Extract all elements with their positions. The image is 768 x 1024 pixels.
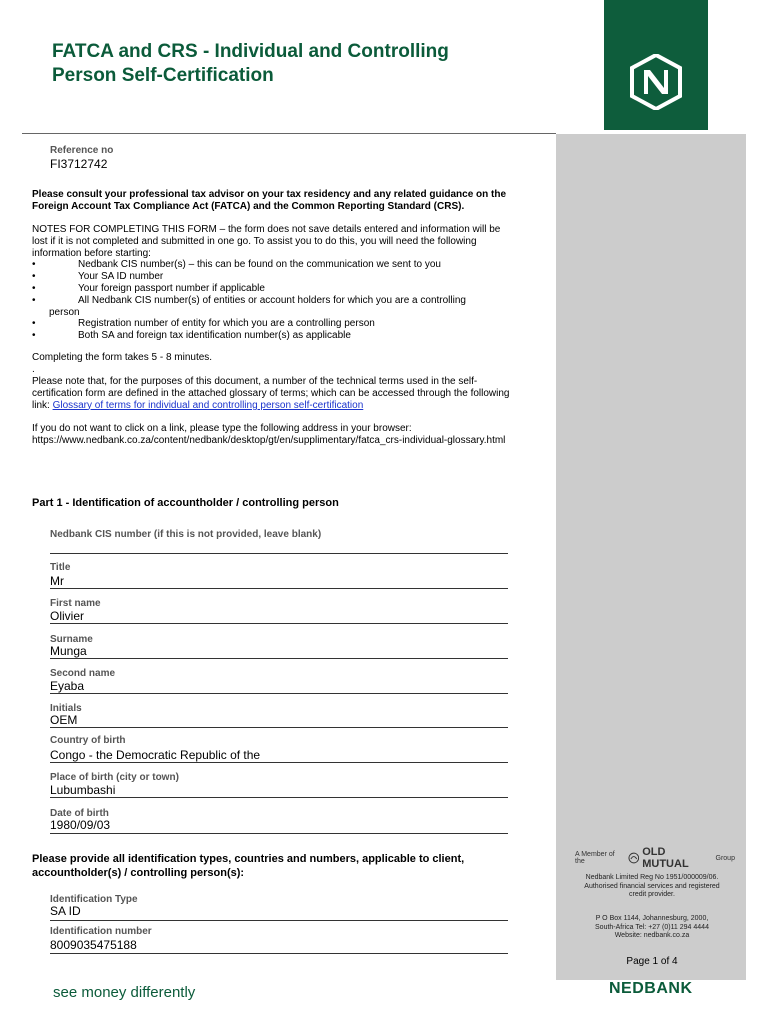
nedbank-n-logo-icon (628, 54, 684, 110)
initials-label: Initials (50, 703, 82, 714)
address-instruction: If you do not want to click on a link, please type the following address in your browser: (32, 423, 412, 434)
requirements-list (32, 259, 512, 342)
first-name-field[interactable]: Olivier (50, 609, 85, 623)
surname-field[interactable]: Munga (50, 644, 87, 658)
member-prefix: A Member of the (575, 851, 615, 865)
list-item: • Your SA ID number (32, 271, 164, 283)
glossary-url: https://www.nedbank.co.za/content/nedbank/desktop/gt/en/supplimentary/fatca_crs-individual-glossary.html (32, 434, 506, 446)
country-of-birth-label: Country of birth (50, 735, 126, 746)
place-of-birth-label: Place of birth (city or town) (50, 772, 179, 783)
glossary-paragraph: Please note that, for the purposes of this document, a number of the technical terms used in the self-certification form are defined in the attached glossary of terms; which can be accessed through the following link: Glossary of terms for individual and controlling person self-certification (32, 376, 510, 411)
list-item: • Both SA and foreign tax identification number(s) as applicable (32, 330, 351, 342)
old-mutual-badge (575, 846, 735, 870)
second-name-underline (50, 693, 508, 694)
date-of-birth-label: Date of birth (50, 808, 109, 819)
list-item: • Your foreign passport number if applicable (32, 282, 265, 294)
place-of-birth-field[interactable]: Lubumbashi (50, 783, 116, 797)
cis-underline (50, 553, 508, 554)
country-of-birth-underline (50, 762, 508, 763)
cis-label: Nedbank CIS number (if this is not provided, leave blank) (50, 529, 322, 540)
title-underline (50, 588, 508, 589)
old-mutual-logo-icon (628, 852, 640, 864)
list-item: • Nedbank CIS number(s) – this can be found on the communication we sent to you (32, 259, 441, 271)
duration-paragraph: Completing the form takes 5 - 8 minutes. (32, 352, 213, 363)
logo-panel (604, 0, 708, 130)
member-suffix: Group (715, 854, 735, 862)
address-info: P O Box 1144, Johannesburg, 2000, South-Africa Tel: +27 (0)11 294 4444 Website: nedbank.co.za (595, 915, 709, 939)
registration-info: Nedbank Limited Reg No 1951/000009/06. Authorised financial services and registered credit provider. (584, 874, 720, 898)
identification-number-field[interactable]: 8009035475188 (50, 938, 137, 952)
first-name-underline (50, 623, 508, 624)
place-of-birth-underline (50, 797, 508, 798)
page-number: Page 1 of 4 (626, 956, 678, 967)
title-line-1: FATCA and CRS - Individual and Controlling (52, 41, 449, 62)
identification-number-label: Identification number (50, 926, 152, 937)
header-divider (22, 133, 556, 134)
address-paragraph (32, 423, 512, 447)
first-name-label: First name (50, 598, 101, 609)
reference-label: Reference no (50, 145, 114, 156)
footer-slogan: see money differently (53, 984, 196, 1001)
title-line-2: Person Self-Certification (52, 65, 274, 86)
identification-type-field[interactable]: SA ID (50, 904, 81, 918)
notes-paragraph: NOTES FOR COMPLETING THIS FORM – the form does not save details entered and information will be lost if it is not completed and submitted in one go. To assist you to do this, you will need the following information before starting: (32, 224, 501, 259)
identification-heading: Please provide all identification types, countries and numbers, applicable to client, accountholder(s) / controlling person(s): (32, 853, 465, 879)
reference-value: FI3712742 (50, 157, 108, 171)
glossary-link[interactable]: Glossary of terms for individual and controlling person self-certification (52, 399, 364, 411)
identification-type-underline (50, 920, 508, 921)
part1-heading: Part 1 - Identification of accountholder / controlling person (32, 497, 339, 509)
initials-field[interactable]: OEM (50, 713, 78, 727)
second-name-field[interactable]: Eyaba (50, 679, 85, 693)
list-item: • All Nedbank CIS number(s) of entities or account holders for which you are a controlling person (32, 294, 466, 318)
dot-separator: . (32, 364, 35, 375)
surname-underline (50, 658, 508, 659)
date-of-birth-field[interactable]: 1980/09/03 (50, 818, 111, 832)
title-field[interactable]: Mr (50, 574, 64, 588)
second-name-label: Second name (50, 668, 116, 679)
footer-brand: NEDBANK (609, 980, 693, 997)
identification-type-label: Identification Type (50, 894, 138, 905)
initials-underline (50, 727, 508, 728)
member-name: OLD MUTUAL (642, 846, 689, 870)
country-of-birth-field[interactable]: Congo - the Democratic Republic of the (50, 748, 261, 762)
notes-block (32, 224, 512, 342)
identification-number-underline (50, 953, 508, 954)
date-of-birth-underline (50, 833, 508, 834)
list-item: • Registration number of entity for which you are a controlling person (32, 318, 375, 330)
surname-label: Surname (50, 634, 93, 645)
consult-paragraph: Please consult your professional tax advisor on your tax residency and any related guidance on the Foreign Account Tax Compliance Act (FATCA) and the Common Reporting Standard (CRS). (32, 189, 507, 212)
page-title (52, 40, 572, 88)
title-label: Title (50, 562, 71, 573)
